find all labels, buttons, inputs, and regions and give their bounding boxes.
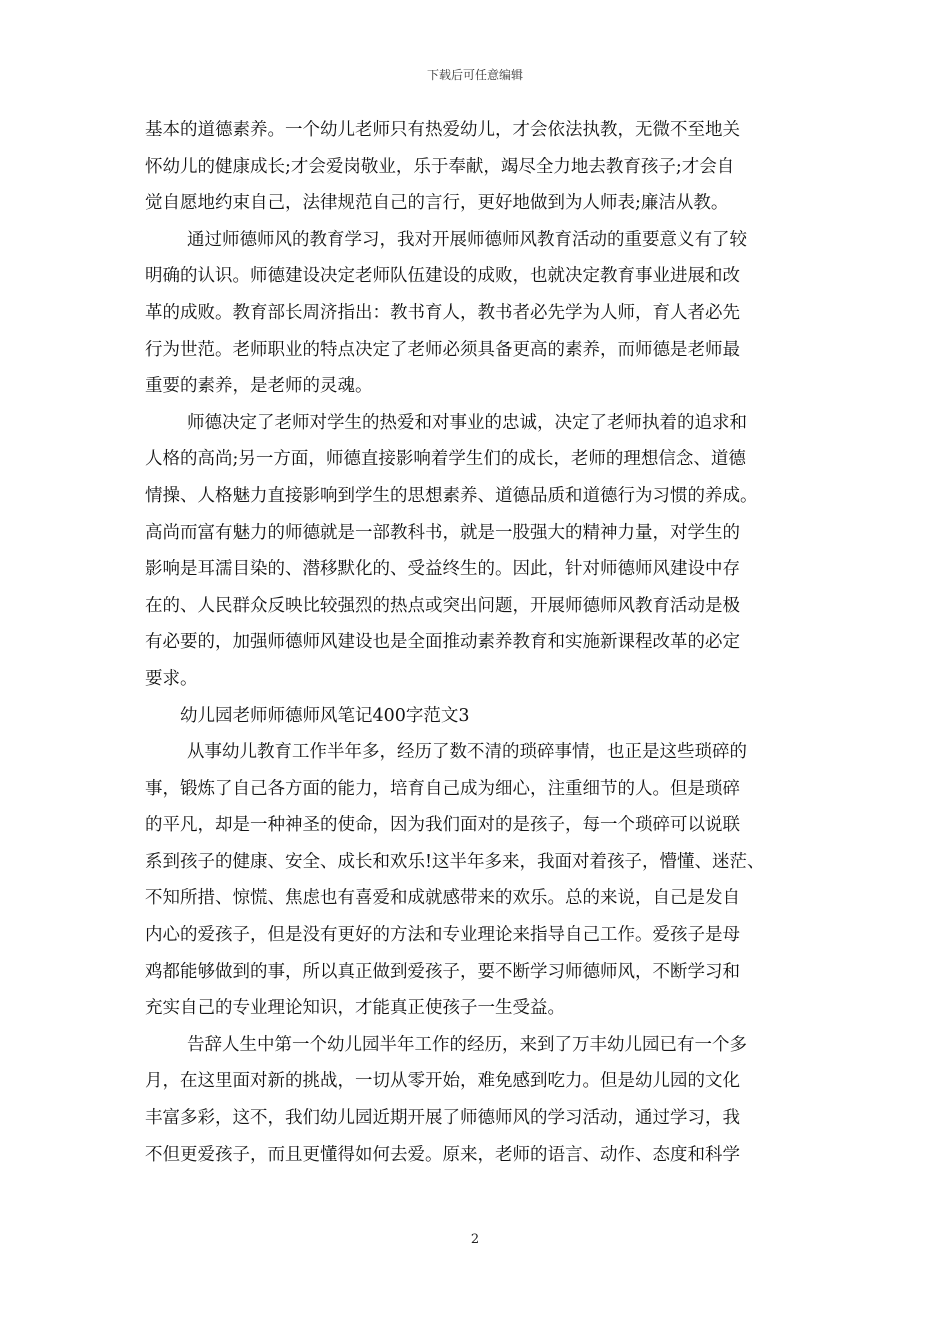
- text-line: 从事幼儿教育工作半年多，经历了数不清的琐碎事情，也正是这些琐碎的: [187, 742, 747, 763]
- text-line: 要求。: [145, 668, 198, 689]
- text-line: 怀幼儿的健康成长;才会爱岗敬业，乐于奉献，竭尽全力地去教育孩子;才会自: [145, 156, 735, 177]
- text-line: 高尚而富有魅力的师德就是一部教科书，就是一股强大的精神力量，对学生的: [145, 522, 740, 543]
- text-line: 不知所措、惊慌、焦虑也有喜爱和成就感带来的欢乐。总的来说，自己是发自: [145, 888, 740, 909]
- text-line: 的平凡，却是一种神圣的使命，因为我们面对的是孩子，每一个琐碎可以说联: [145, 815, 740, 836]
- text-line: 丰富多彩，这不，我们幼儿园近期开展了师德师风的学习活动，通过学习，我: [145, 1108, 740, 1129]
- text-line: 行为世范。老师职业的特点决定了老师必须具备更高的素养，而师德是老师最: [145, 339, 740, 360]
- text-line: 觉自愿地约束自己，法律规范自己的言行，更好地做到为人师表;廉洁从教。: [145, 193, 729, 214]
- page-header: 下载后可任意编辑: [426, 68, 523, 82]
- paragraph-2: [145, 222, 810, 405]
- paragraph-1: [145, 112, 810, 222]
- text-line: 情操、人格魅力直接影响到学生的思想素养、道德品质和道德行为习惯的养成。: [145, 485, 758, 506]
- text-line: 充实自己的专业理论知识，才能真正使孩子一生受益。: [145, 998, 565, 1019]
- text-line: 不但更爱孩子，而且更懂得如何去爱。原来，老师的语言、动作、态度和科学: [145, 1144, 740, 1165]
- page-number: 2: [470, 1232, 480, 1247]
- text-line: 人格的高尚;另一方面，师德直接影响着学生们的成长，老师的理想信念、道德: [145, 449, 746, 470]
- text-line: 事，锻炼了自己各方面的能力，培育自己成为细心，注重细节的人。但是琐碎: [145, 778, 740, 799]
- document-body: [145, 112, 810, 1173]
- section-heading-text: 幼儿园老师师德师风笔记400字范文3: [180, 705, 470, 726]
- section-heading: [145, 698, 810, 735]
- text-line: 通过师德师风的教育学习，我对开展师德师风教育活动的重要意义有了较: [187, 229, 747, 250]
- text-line: 基本的道德素养。一个幼儿老师只有热爱幼儿，才会依法执教，无微不至地关: [145, 120, 740, 140]
- text-line: 告辞人生中第一个幼儿园半年工作的经历，来到了万丰幼儿园已有一个多: [187, 1034, 747, 1055]
- text-line: 重要的素养，是老师的灵魂。: [145, 376, 373, 397]
- text-line: 内心的爱孩子，但是没有更好的方法和专业理论来指导自己工作。爱孩子是母: [145, 925, 740, 946]
- text-line: 师德决定了老师对学生的热爱和对事业的忠诚，决定了老师执着的追求和: [187, 412, 747, 433]
- text-line: 有必要的，加强师德师风建设也是全面推动素养教育和实施新课程改革的必定: [145, 632, 740, 653]
- text-line: 在的、人民群众反映比较强烈的热点或突出问题，开展师德师风教育活动是极: [145, 595, 740, 616]
- paragraph-4: [145, 734, 810, 1027]
- text-line: 系到孩子的健康、安全、成长和欢乐!这半年多来，我面对着孩子，懵懂、迷茫、: [145, 851, 765, 872]
- paragraph-5: [145, 1027, 810, 1173]
- text-line: 鸡都能够做到的事，所以真正做到爱孩子，要不断学习师德师风，不断学习和: [145, 961, 740, 982]
- text-line: 革的成败。教育部长周济指出：教书育人，教书者必先学为人师，育人者必先: [145, 302, 740, 323]
- text-line: 明确的认识。师德建设决定老师队伍建设的成败，也就决定教育事业进展和改: [145, 266, 740, 287]
- paragraph-3: [145, 405, 810, 698]
- text-line: 月，在这里面对新的挑战，一切从零开始，难免感到吃力。但是幼儿园的文化: [145, 1071, 740, 1092]
- text-line: 影响是耳濡目染的、潜移默化的、受益终生的。因此，针对师德师风建设中存: [145, 559, 740, 580]
